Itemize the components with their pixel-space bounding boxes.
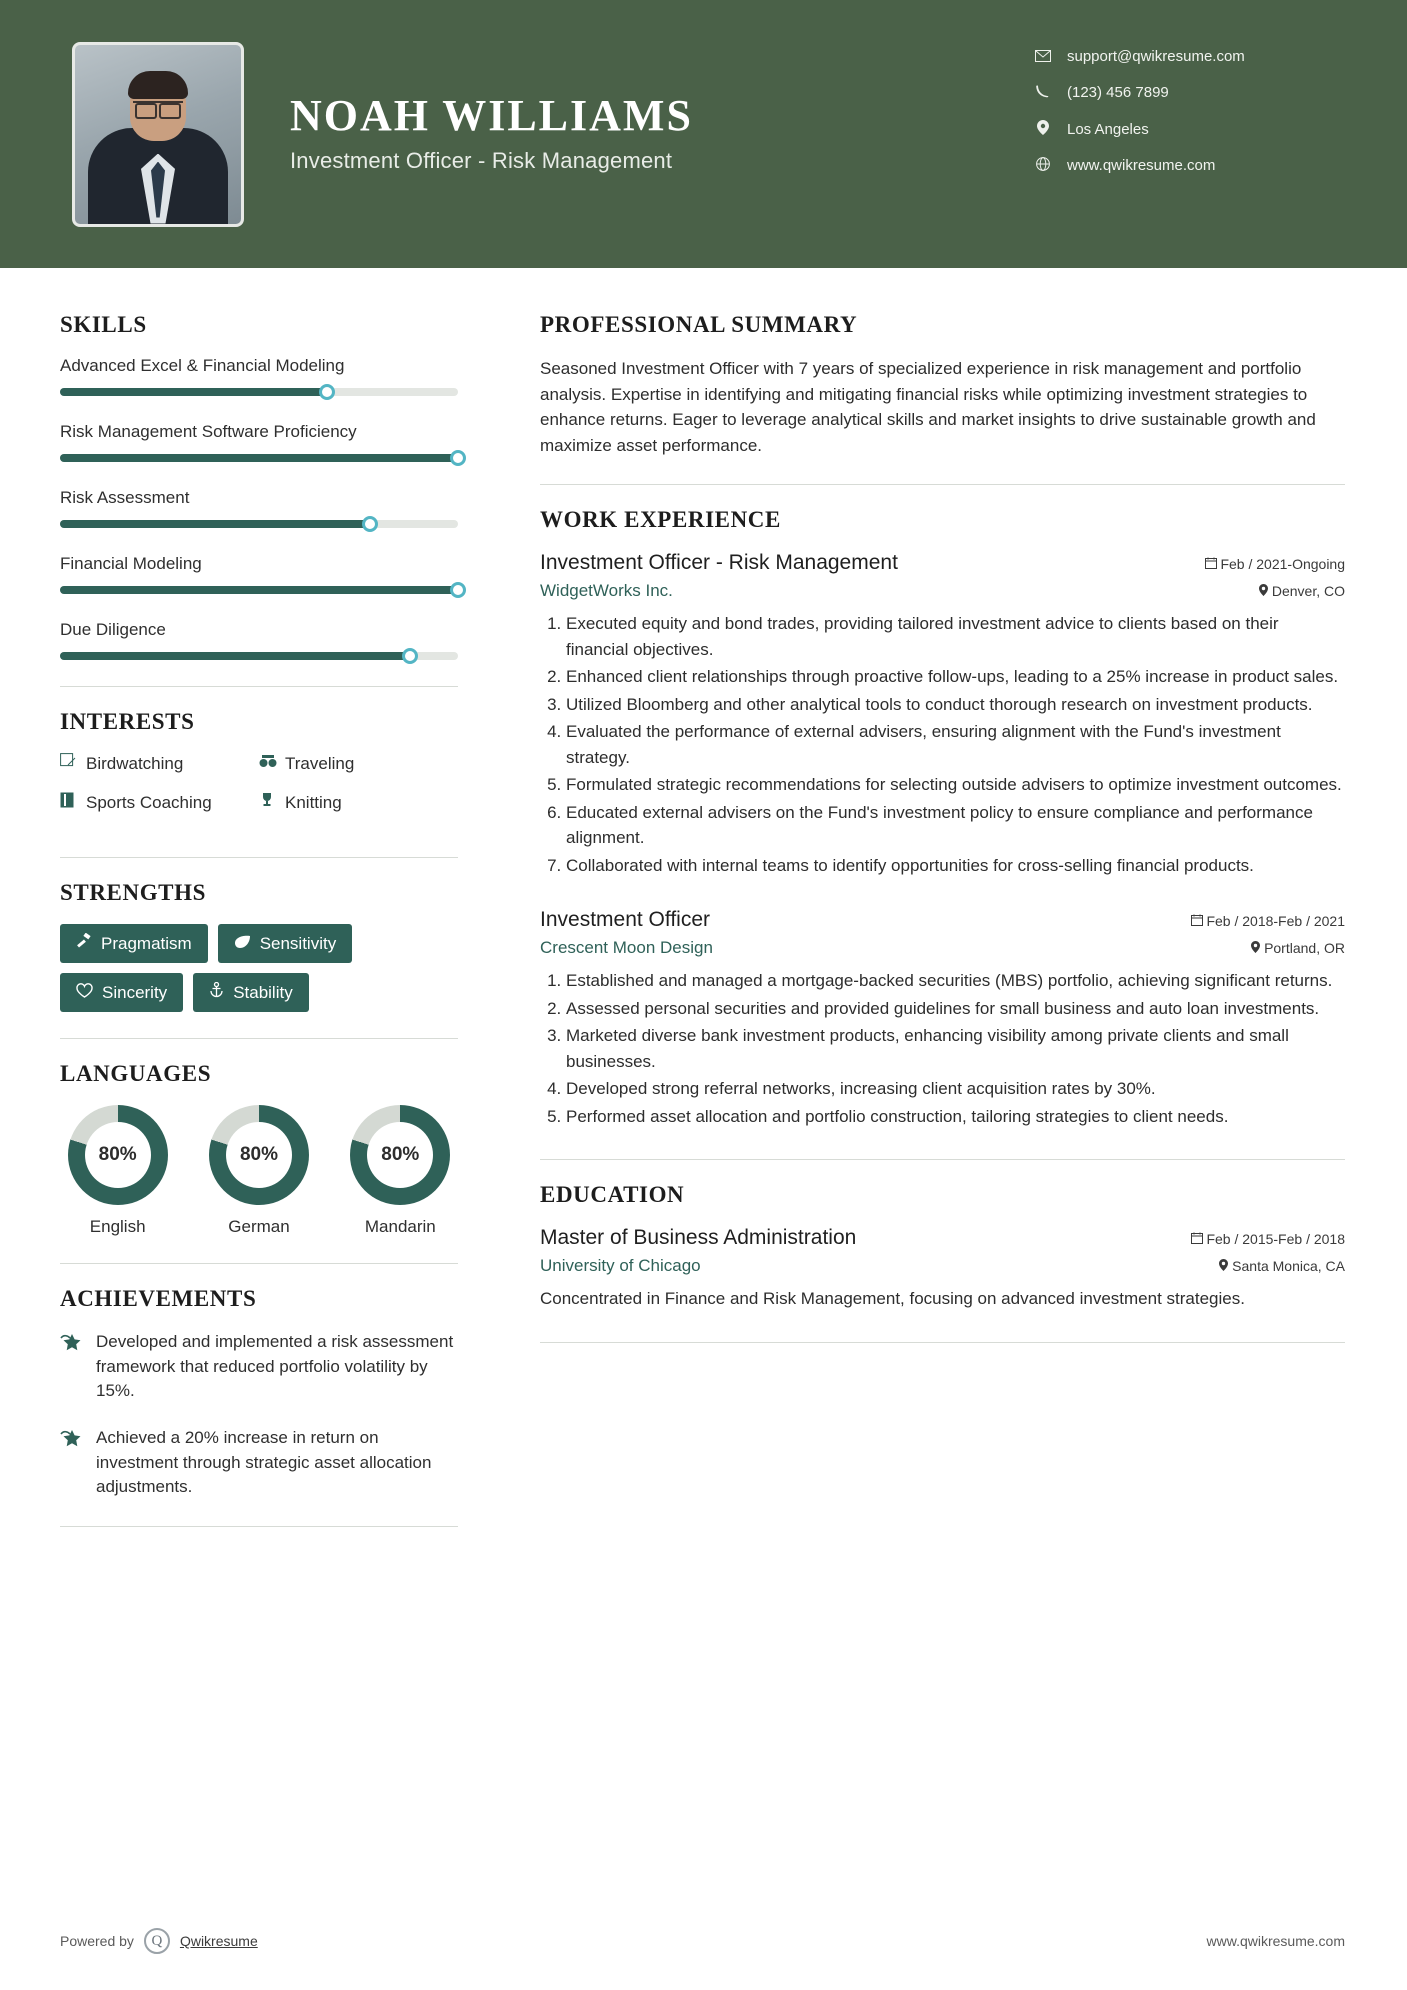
globe-icon	[1031, 157, 1055, 174]
star-badge-icon	[60, 1330, 96, 1404]
education-location	[1219, 1258, 1345, 1274]
strength-chip	[60, 924, 208, 963]
envelope-icon	[1031, 49, 1055, 65]
location-pin-icon	[1031, 120, 1055, 138]
divider	[540, 1342, 1345, 1343]
contact-phone-text: (123) 456 7899	[1067, 84, 1169, 101]
skill-item	[60, 488, 458, 528]
skill-bar	[60, 652, 458, 660]
leaf-icon	[234, 934, 251, 954]
qwikresume-logo-icon: Q	[144, 1928, 170, 1954]
strength-label: Pragmatism	[101, 933, 192, 953]
strength-chip	[193, 973, 309, 1012]
section-title-skills: SKILLS	[60, 312, 147, 337]
footer-url[interactable]: www.qwikresume.com	[1206, 1933, 1345, 1949]
contact-location-text: Los Angeles	[1067, 120, 1149, 138]
divider	[60, 1263, 458, 1264]
interest-label: Birdwatching	[86, 753, 184, 773]
skill-label: Due Diligence	[60, 620, 166, 639]
job-bullets	[540, 611, 1345, 878]
interest-label: Knitting	[285, 792, 342, 812]
language-item	[60, 1105, 175, 1237]
section-title-achievements: ACHIEVEMENTS	[60, 1286, 257, 1311]
list-item: 5. Performed asset allocation and portfolio construction, tailoring strategies to client needs.	[566, 1104, 1345, 1130]
list-item: 1. Established and managed a mortgage-backed securities (MBS) portfolio, achieving significant returns.	[566, 968, 1345, 994]
job-bullets	[540, 968, 1345, 1129]
divider	[60, 857, 458, 858]
language-item	[343, 1105, 458, 1237]
candidate-role: Investment Officer - Risk Management	[290, 148, 673, 173]
divider	[60, 1038, 458, 1039]
sidebar	[0, 268, 498, 1549]
contact-email-text: support@qwikresume.com	[1067, 48, 1245, 65]
interest-label: Sports Coaching	[86, 792, 212, 812]
avatar	[72, 42, 244, 227]
language-donut	[68, 1105, 168, 1205]
skill-bar	[60, 586, 458, 594]
list-item	[60, 792, 259, 813]
heart-icon	[76, 983, 93, 1003]
skill-item	[60, 554, 458, 594]
interest-list	[60, 753, 458, 831]
list-item: 4. Developed strong referral networks, increasing client acquisition rates by 30%.	[566, 1076, 1345, 1102]
job-company: WidgetWorks Inc.	[540, 581, 673, 600]
calendar-icon	[1191, 913, 1207, 929]
skill-item	[60, 356, 458, 396]
location-pin-icon	[1219, 1258, 1232, 1274]
language-list	[60, 1105, 458, 1237]
traveling-icon	[259, 754, 285, 773]
strength-list	[60, 924, 458, 1012]
list-item: 3. Utilized Bloomberg and other analytical tools to conduct thorough research on investment products.	[566, 692, 1345, 718]
strength-label: Sensitivity	[259, 933, 337, 953]
interest-label: Traveling	[285, 753, 355, 773]
list-item: 6. Educated external advisers on the Fund's investment policy to ensure compliance and performance alignment.	[566, 800, 1345, 851]
summary-text: Seasoned Investment Officer with 7 years of specialized experience in risk management and portfolio analysis. Expertise in identifying and mitigating financial risks while optimizing investment strategies to enhance returns. Eager to leverage analytical skills and market insights to drive sustainable growth and maximize asset performance.	[540, 359, 1316, 455]
birdwatching-icon	[60, 753, 86, 774]
list-item: 2. Assessed personal securities and provided guidelines for small business and auto loan investments.	[566, 996, 1345, 1022]
section-title-summary: PROFESSIONAL SUMMARY	[540, 312, 858, 337]
calendar-icon	[1205, 556, 1221, 572]
school-name: University of Chicago	[540, 1256, 701, 1275]
list-item: 5. Formulated strategic recommendations for selecting outside advisers to optimize investment outcomes.	[566, 772, 1345, 798]
main-content	[498, 268, 1407, 1549]
strength-label: Stability	[233, 982, 293, 1002]
language-percent: 80%	[367, 1122, 433, 1188]
language-percent: 80%	[85, 1122, 151, 1188]
job-title: Investment Officer - Risk Management	[540, 551, 898, 574]
language-name: Mandarin	[364, 1217, 436, 1236]
candidate-name: NOAH WILLIAMS	[290, 91, 693, 140]
list-item: 2. Enhanced client relationships through proactive follow-ups, leading to a 25% increase in product sales.	[566, 664, 1345, 690]
location-pin-icon	[1251, 940, 1264, 956]
list-item: 3. Marketed diverse bank investment products, enhancing visibility among private clients and small businesses.	[566, 1023, 1345, 1074]
education-dates-text: Feb / 2015-Feb / 2018	[1206, 1231, 1345, 1247]
education-description: Concentrated in Finance and Risk Management, focusing on advanced investment strategies.	[540, 1289, 1245, 1308]
skill-label: Financial Modeling	[60, 554, 202, 573]
list-item	[60, 753, 259, 774]
achievement-text: Developed and implemented a risk assessment framework that reduced portfolio volatility by 15%.	[96, 1332, 454, 1401]
contact-phone[interactable]	[1031, 84, 1351, 101]
skill-item	[60, 620, 458, 660]
skill-bar	[60, 454, 458, 462]
education-location-text: Santa Monica, CA	[1232, 1258, 1345, 1274]
page-footer	[0, 1928, 1407, 1954]
section-title-languages: LANGUAGES	[60, 1061, 212, 1086]
job-dates	[1191, 913, 1345, 929]
brand-name-link[interactable]: Qwikresume	[179, 1933, 258, 1949]
list-item: 4. Evaluated the performance of external advisers, ensuring alignment with the Fund's investment strategy.	[566, 719, 1345, 770]
strength-label: Sincerity	[102, 982, 168, 1002]
education-dates	[1191, 1231, 1345, 1247]
section-title-strengths: STRENGTHS	[60, 880, 207, 905]
star-badge-icon	[60, 1426, 96, 1500]
skill-bar	[60, 520, 458, 528]
name-block	[290, 91, 693, 174]
powered-by-label: Powered by	[60, 1933, 134, 1949]
achievement-text: Achieved a 20% increase in return on investment through strategic asset allocation adjustments.	[96, 1427, 432, 1497]
job-dates-text: Feb / 2018-Feb / 2021	[1206, 913, 1345, 929]
job-dates-text: Feb / 2021-Ongoing	[1220, 556, 1345, 572]
language-name: English	[89, 1217, 146, 1236]
location-pin-icon	[1259, 583, 1272, 599]
language-name: German	[228, 1217, 290, 1236]
job-location-text: Denver, CO	[1271, 583, 1345, 599]
strength-chip	[218, 924, 353, 963]
divider	[60, 686, 458, 687]
contact-location	[1031, 120, 1351, 138]
list-item: 7. Collaborated with internal teams to identify opportunities for cross-selling financial products.	[566, 853, 1345, 879]
job-dates	[1205, 556, 1345, 572]
degree-title: Master of Business Administration	[540, 1226, 857, 1249]
job-location-text: Portland, OR	[1264, 940, 1345, 956]
contact-website-text: www.qwikresume.com	[1067, 157, 1216, 174]
resume-header	[0, 0, 1407, 268]
achievement-item	[60, 1330, 458, 1404]
phone-icon	[1031, 84, 1055, 101]
education-entry	[540, 1226, 1345, 1312]
language-percent: 80%	[226, 1122, 292, 1188]
contact-website[interactable]	[1031, 157, 1351, 174]
language-donut	[209, 1105, 309, 1205]
list-item: 1. Executed equity and bond trades, providing tailored investment advice to clients based on their financial objectives.	[566, 611, 1345, 662]
divider	[540, 484, 1345, 485]
sports-coaching-icon	[60, 792, 86, 813]
language-item	[201, 1105, 316, 1237]
gavel-icon	[76, 933, 92, 954]
list-item	[259, 753, 458, 774]
skill-label: Advanced Excel & Financial Modeling	[60, 356, 345, 375]
job-entry	[540, 551, 1345, 878]
divider	[60, 1526, 458, 1527]
section-title-interests: INTERESTS	[60, 709, 195, 734]
skill-label: Risk Management Software Proficiency	[60, 422, 357, 441]
divider	[540, 1159, 1345, 1160]
job-company: Crescent Moon Design	[540, 938, 713, 957]
job-location	[1251, 940, 1345, 956]
section-title-education: EDUCATION	[540, 1182, 685, 1207]
contact-email[interactable]	[1031, 48, 1351, 65]
strength-chip	[60, 973, 183, 1012]
achievement-item	[60, 1426, 458, 1500]
anchor-icon	[209, 982, 224, 1003]
job-entry	[540, 908, 1345, 1129]
language-donut	[350, 1105, 450, 1205]
calendar-icon	[1191, 1231, 1207, 1247]
section-title-work-experience: WORK EXPERIENCE	[540, 507, 781, 532]
footer-brand[interactable]	[60, 1928, 258, 1954]
list-item	[259, 792, 458, 813]
trophy-icon	[259, 792, 285, 813]
skill-item	[60, 422, 458, 462]
skill-bar	[60, 388, 458, 396]
contact-list	[1031, 48, 1351, 193]
job-location	[1259, 583, 1345, 599]
skill-label: Risk Assessment	[60, 488, 190, 507]
job-title: Investment Officer	[540, 908, 711, 931]
